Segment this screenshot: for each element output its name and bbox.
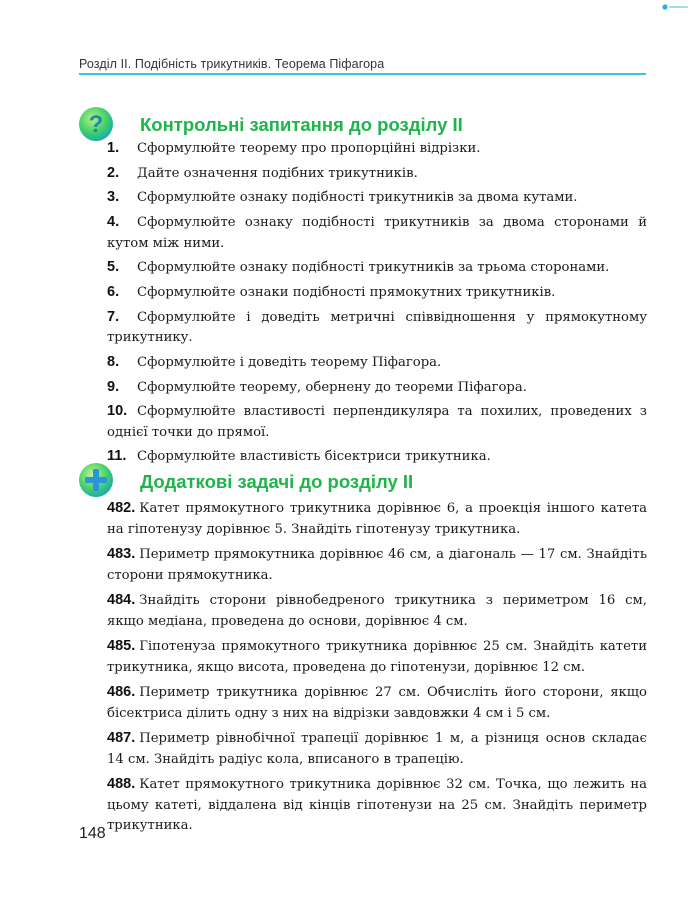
problem-number: 482.: [107, 500, 136, 516]
item-text: Сформулюйте ознаку подібності трикутників за двома сторонами й кутом між ними.: [107, 215, 647, 251]
problem-text: Периметр трикутника дорівнює 27 см. Обчисліть його сторони, якщо бісектриса ділить одну з них на відрізки завдовжки 4 см і 5 см.: [107, 685, 647, 721]
list-item: [107, 377, 647, 399]
item-number: 10.: [107, 403, 128, 420]
problem-number: 486.: [107, 684, 136, 700]
problem-text: Знайдіть сторони рівнобедреного трикутника з периметром 16 см, якщо медіана, проведена до основи, дорівнює 4 см.: [107, 593, 647, 629]
problem-item: [107, 728, 647, 770]
problem-number: 485.: [107, 638, 136, 654]
problem-text: Периметр прямокутника дорівнює 46 см, а діагональ — 17 см. Знайдіть сторони прямокутника.: [107, 547, 647, 583]
header-rule: [79, 73, 646, 75]
problem-text: Периметр рівнобічної трапеції дорівнює 1 м, а різниця основ складає 14 см. Знайдіть радіус кола, вписаного в трапецію.: [107, 731, 647, 767]
item-number: 5.: [107, 259, 120, 276]
item-number: 6.: [107, 283, 120, 300]
item-text: Сформулюйте властивість бісектриси трикутника.: [137, 449, 491, 465]
item-text: Сформулюйте теорему, обернену до теореми Піфагора.: [137, 379, 527, 395]
list-item: [107, 187, 647, 209]
problem-text: Катет прямокутного трикутника дорівнює 32 см. Точка, що лежить на цьому катеті, віддалена від кінців гіпотенузи на 25 см. Знайдіть периметр трикутника.: [107, 777, 647, 833]
item-text: Сформулюйте ознаку подібності трикутників за трьома сторонами.: [137, 260, 610, 276]
item-number: 7.: [107, 308, 120, 325]
problem-item: [107, 544, 647, 586]
problems-section-title: Додаткові задачі до розділу ІІ: [140, 471, 414, 492]
item-text: Сформулюйте теорему про пропорційні відрізки.: [137, 141, 481, 156]
page-number: 148: [79, 825, 106, 842]
list-item: [107, 257, 647, 279]
problems-list: [107, 498, 647, 841]
question-mark-icon: [78, 106, 114, 142]
plus-sign-icon: [78, 462, 114, 498]
corner-logo-icon: [662, 4, 690, 10]
questions-list: [107, 138, 647, 471]
problem-number: 488.: [107, 776, 136, 792]
list-item: [107, 307, 647, 349]
item-text: Сформулюйте властивості перпендикуляра та похилих, проведених з однієї точки до прямої.: [107, 404, 647, 440]
list-item: [107, 163, 647, 185]
svg-text:?: ?: [88, 111, 104, 138]
item-number: 2.: [107, 164, 120, 181]
list-item: [107, 282, 647, 304]
item-number: 11.: [107, 448, 127, 465]
list-item: [107, 138, 647, 160]
problem-number: 484.: [107, 592, 136, 608]
item-number: 9.: [107, 378, 120, 395]
problem-text: Гіпотенуза прямокутного трикутника дорівнює 25 см. Знайдіть катети трикутника, якщо висота, проведена до гіпотенузи, дорівнює 12 см.: [107, 639, 647, 675]
item-text: Сформулюйте і доведіть теорему Піфагора.: [137, 354, 442, 370]
item-text: Сформулюйте ознаку подібності трикутників за двома кутами.: [137, 190, 578, 206]
problem-item: [107, 682, 647, 724]
item-text: Сформулюйте ознаки подібності прямокутних трикутників.: [137, 284, 556, 300]
problem-text: Катет прямокутного трикутника дорівнює 6, а проекція іншого катета на гіпотенузу дорівнює 5. Знайдіть гіпотенузу трикутника.: [107, 501, 647, 537]
item-number: 8.: [107, 353, 120, 370]
chapter-header: Розділ ІІ. Подібність трикутників. Теорема Піфагора: [79, 57, 385, 71]
item-text: Дайте означення подібних трикутників.: [137, 165, 418, 181]
item-number: 3.: [107, 189, 120, 206]
questions-section-title: Контрольні запитання до розділу ІІ: [140, 114, 463, 135]
item-number: 4.: [107, 214, 120, 231]
list-item: [107, 352, 647, 374]
problem-item: [107, 774, 647, 837]
problem-item: [107, 590, 647, 632]
problem-item: [107, 498, 647, 540]
problem-item: [107, 636, 647, 678]
problem-number: 483.: [107, 546, 136, 562]
item-text: Сформулюйте і доведіть метричні співвідношення у прямокутному трикутнику.: [107, 309, 647, 346]
list-item: [107, 446, 647, 468]
list-item: [107, 212, 647, 254]
list-item: [107, 401, 647, 443]
problem-number: 487.: [107, 730, 136, 746]
item-number: 1.: [107, 140, 120, 156]
